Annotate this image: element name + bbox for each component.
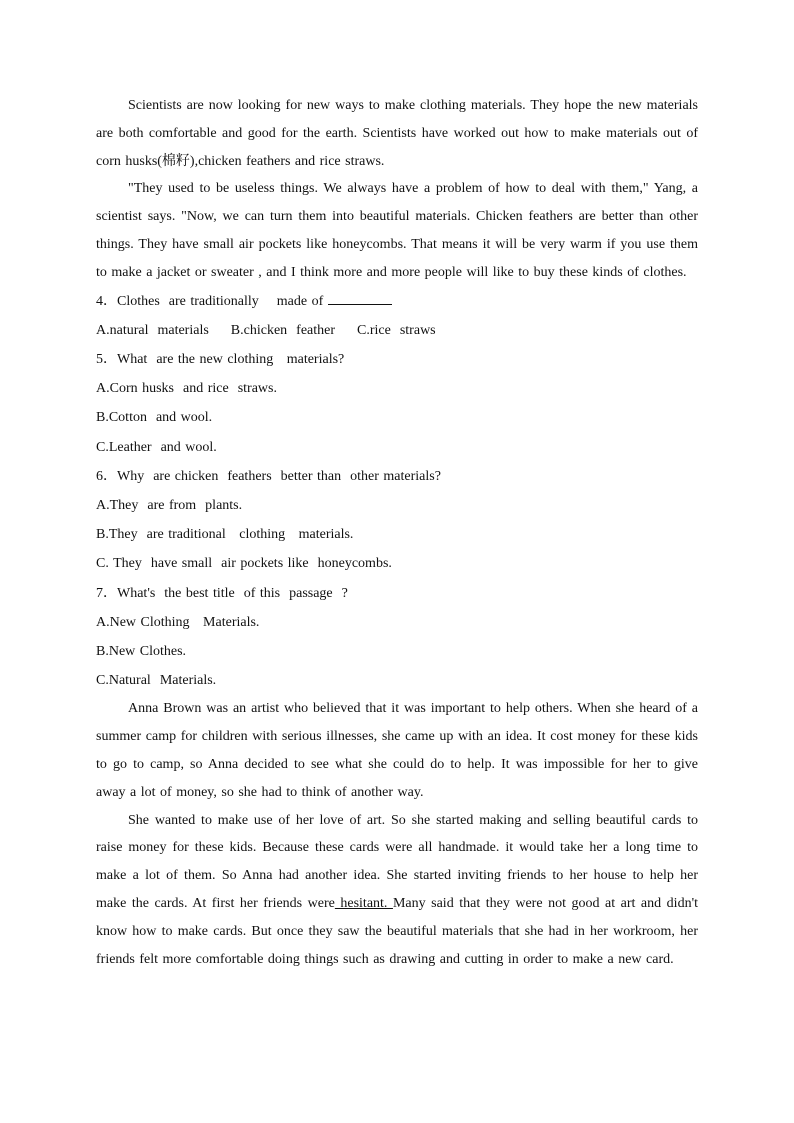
question-stem: Clothes are traditionally made of (117, 293, 328, 309)
option-c: C.Leather and wool. (96, 439, 217, 455)
option-c: C. They have small air pockets like honeycombs. (96, 556, 392, 572)
question-6 (96, 462, 698, 491)
passage1-paragraph-1: Scientists are now looking for new ways to make clothing materials. They hope the new materials are both comfortable and good for the earth. Scientists have worked out how to make materials out of corn husks(棉籽),chicken feathers and rice straws. (96, 98, 698, 169)
option-a: A.New Clothing Materials. (96, 614, 260, 630)
question-7 (96, 579, 698, 608)
question-stem: Why are chicken feathers better than other materials? (117, 468, 441, 484)
passage1-paragraph-2: "They used to be useless things. We always have a problem of how to deal with them," Yang, a scientist says. "Now, we can turn them into beautiful materials. Chicken feathers are better than other things. They have small air pockets like honeycombs. That means it will be very warm if you use them to make a jacket or sweater , and I think more and more people will like to buy these kinds of clothes. (96, 181, 698, 280)
question-4 (96, 287, 698, 316)
question-number: 5． (96, 351, 117, 367)
option-c: C.rice straws (357, 322, 436, 338)
document-page (96, 92, 698, 973)
question-number: 7． (96, 585, 117, 601)
option-b: B.Cotton and wool. (96, 410, 213, 426)
passage2-paragraph-2 (96, 807, 698, 974)
question-number: 4． (96, 293, 117, 309)
question-number: 6． (96, 468, 117, 484)
option-a: A.Corn husks and rice straws. (96, 381, 277, 397)
option-a: A.They are from plants. (96, 498, 243, 513)
option-b: B.They are traditional clothing materials. (96, 527, 354, 543)
question-stem: What are the new clothing materials? (117, 351, 345, 367)
question-4-options (96, 316, 698, 345)
passage2-paragraph-1: Anna Brown was an artist who believed that it was important to help others. When she heard of a summer camp for children with serious illnesses, she came up with an idea. It cost money for these kids to go to camp, so Anna decided to see what she could do to help. It was impossible for her to give away a lot of money, so she had to think of another way. (96, 701, 698, 800)
passage2-text-before: She wanted to make use of her love of art. So she started making and selling beautiful cards to raise money for these kids. Because these cards were all handmade. it would take her a long time to make a lot of them. So Anna had another idea. She started inviting friends to her house to help her make the cards. At first her friends were (96, 812, 698, 911)
option-c: C.Natural Materials. (96, 673, 217, 689)
option-b: B.New Clothes. (96, 644, 187, 660)
option-a: A.natural materials (96, 322, 209, 338)
option-b: B.chicken feather (230, 322, 336, 338)
passage2-text-after: Many said that they were not good at art and didn't know how to make cards. But once they saw the beautiful materials that she had in her workroom, her friends felt more comfortable doing things such as drawing and cutting in order to make a new card. (96, 896, 698, 967)
question-5 (96, 345, 698, 374)
underlined-word: hesitant. (334, 896, 393, 911)
question-stem: What's the best title of this passage ? (117, 585, 348, 601)
answer-blank (328, 290, 392, 305)
